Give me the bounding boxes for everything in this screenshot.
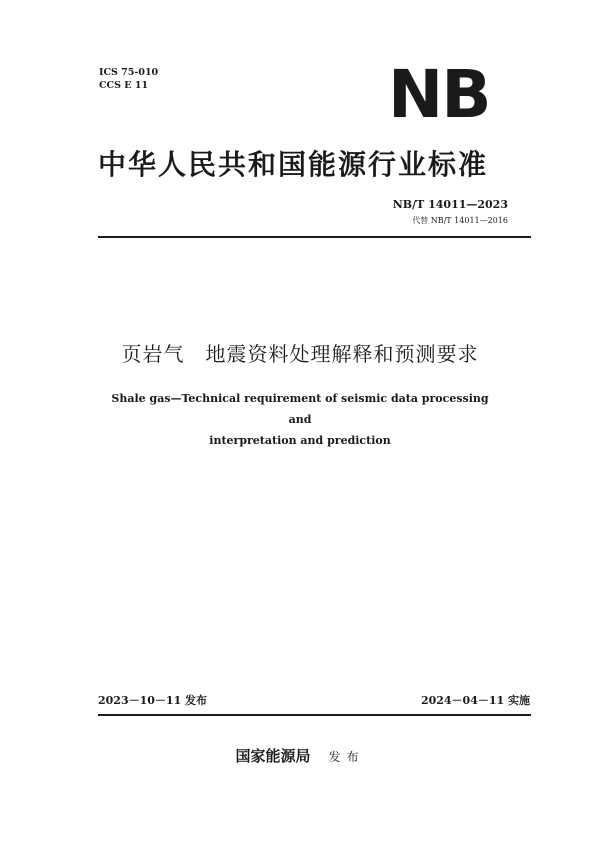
- issuer-block: [0, 745, 600, 766]
- footer-divider: [98, 714, 531, 716]
- replaced-standard: 代替 NB/T 14011—2016: [412, 216, 508, 225]
- standard-category-title: 中华人民共和国能源行业标准: [98, 148, 489, 181]
- issuer-name: 国家能源局: [235, 747, 311, 765]
- header-divider: [98, 236, 531, 238]
- implementation-date: 2024－04－11 实施: [420, 694, 530, 707]
- document-title-zh: 页岩气 地震资料处理解释和预测要求: [121, 342, 479, 366]
- title-en-line-1: Shale gas—Technical requirement of seismic data processing and: [111, 392, 489, 426]
- classification-codes: [99, 66, 158, 92]
- nb-logo: NB: [388, 56, 490, 133]
- issuer-action: 发布: [328, 750, 365, 764]
- issue-date: 2023－10－11 发布: [98, 694, 208, 707]
- ccs-code: CCS E 11: [99, 80, 149, 91]
- standard-number: NB/T 14011—2023: [392, 198, 508, 211]
- ics-code: ICS 75-010: [99, 67, 159, 78]
- document-title-en: [100, 388, 500, 451]
- title-en-line-2: interpretation and prediction: [209, 434, 391, 447]
